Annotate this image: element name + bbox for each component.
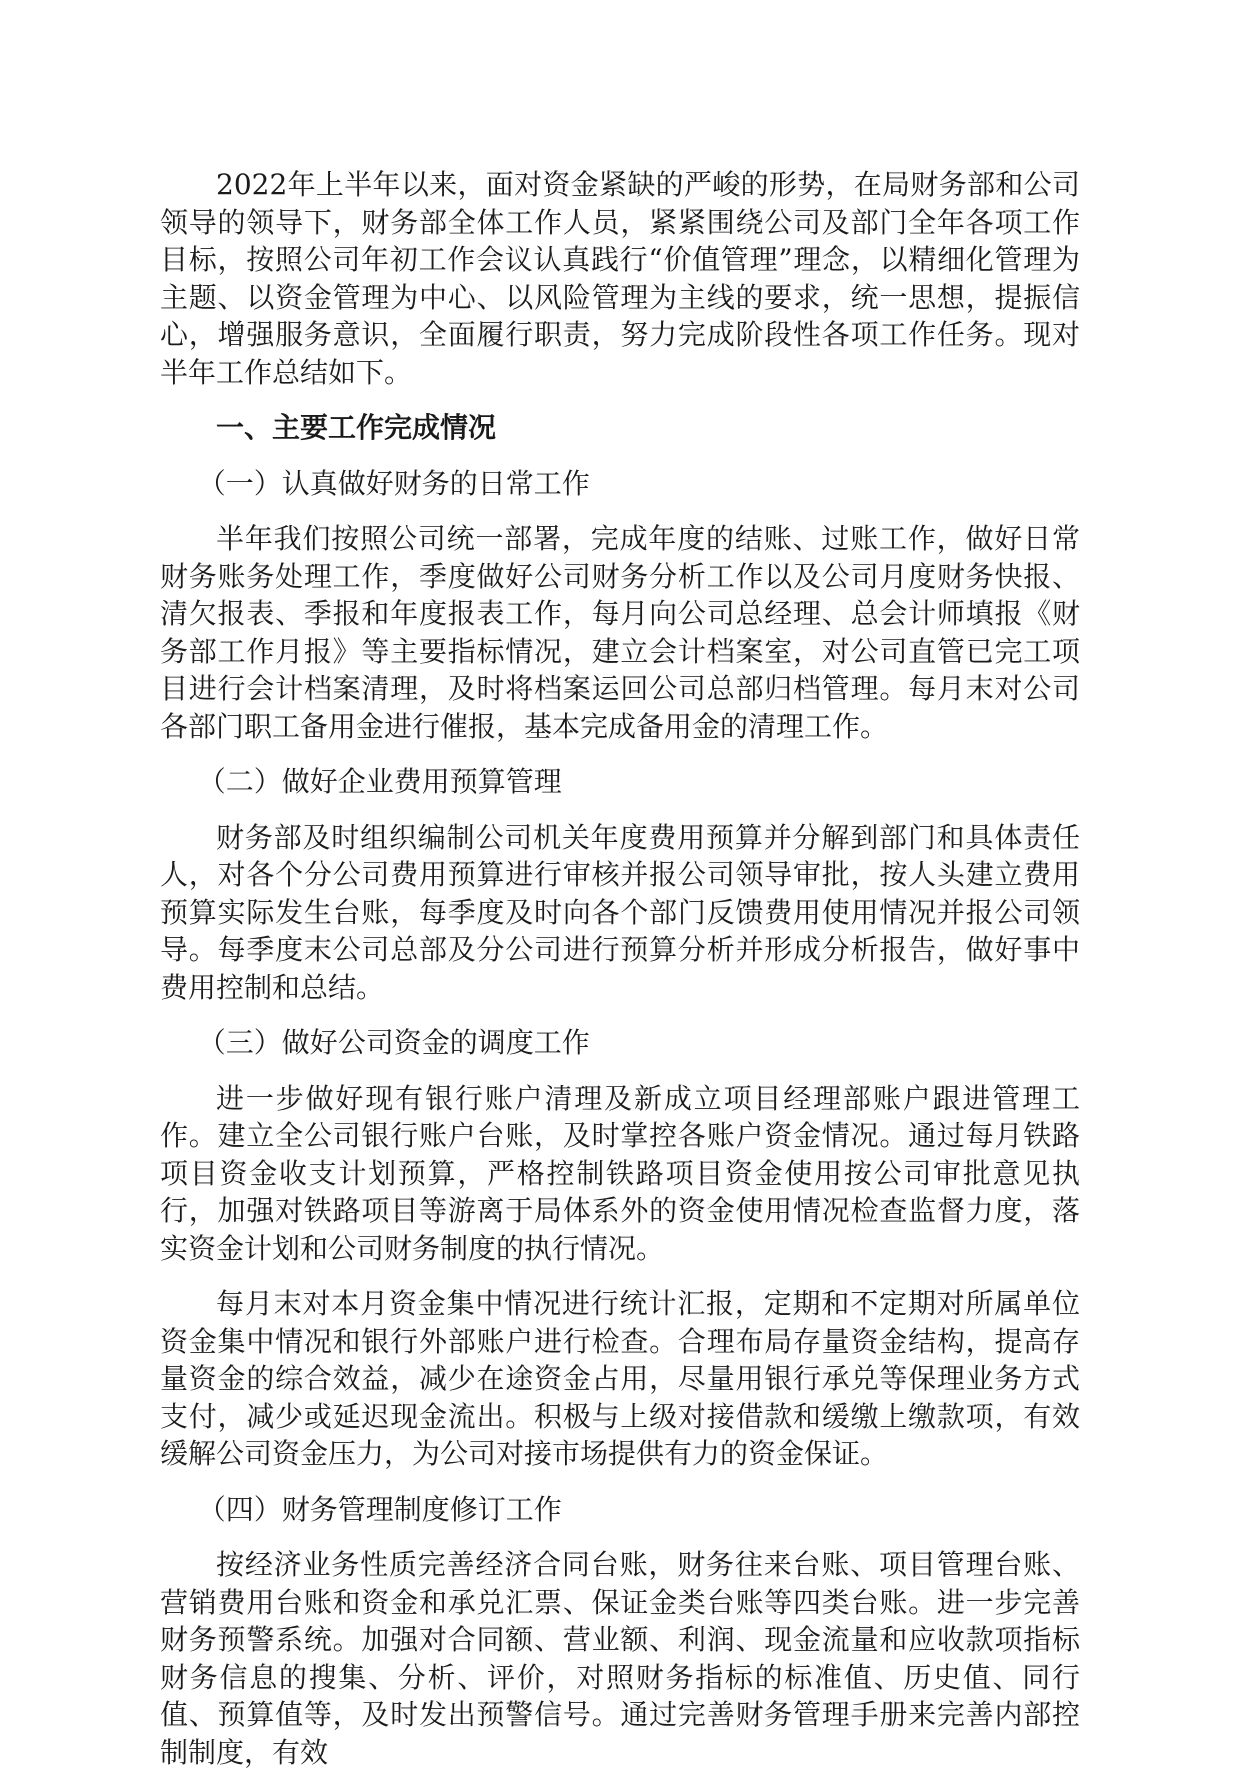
paragraph-policy-revision: 按经济业务性质完善经济合同台账，财务往来台账、项目管理台账、营销费用台账和资金和承兑汇票、保证金类台账等四类台账。进一步完善财务预警系统。加强对合同额、营业额、利润、现金流量和应收款项指标财务信息的搜集、分析、评价，对照财务指标的标准值、历史值、同行值、预算值等，及时发出预警信号。通过完善财务管理手册来完善内部控制制度，有效 (160, 1548, 1080, 1769)
subheading-daily-work: （一）认真做好财务的日常工作 (197, 466, 590, 500)
paragraph-fund-dispatch-2: 每月末对本月资金集中情况进行统计汇报，定期和不定期对所属单位资金集中情况和银行外部账户进行检查。合理布局存量资金结构，提高存量资金的综合效益，减少在途资金占用，尽量用银行承兑等保理业务方式支付，减少或延迟现金流出。积极与上级对接借款和缓缴上缴款项，有效缓解公司资金压力，为公司对接市场提供有力的资金保证。 (160, 1287, 1080, 1470)
intro-paragraph: 2022年上半年以来，面对资金紧缺的严峻的形势，在局财务部和公司领导的领导下，财务部全体工作人员，紧紧围绕公司及部门全年各项工作目标，按照公司年初工作会议认真践行“价值管理”理念，以精细化管理为主题、以资金管理为中心、以风险管理为主线的要求，统一思想，提振信心，增强服务意识，全面履行职责，努力完成阶段性各项工作任务。现对半年工作总结如下。 (160, 168, 1080, 389)
subheading-fund-dispatch: （三）做好公司资金的调度工作 (197, 1026, 590, 1059)
paragraph-budget-management: 财务部及时组织编制公司机关年度费用预算并分解到部门和具体责任人，对各个分公司费用预算进行审核并报公司领导审批，按人头建立费用预算实际发生台账，每季度及时向各个部门反馈费用使用情况并报公司领导。每季度末公司总部及分公司进行预算分析并形成分析报告，做好事中费用控制和总结。 (160, 820, 1080, 1004)
subheading-policy-revision: （四）财务管理制度修订工作 (197, 1492, 562, 1526)
document-page (160, 166, 1080, 1789)
subheading-budget-management: （二）做好企业费用预算管理 (197, 765, 562, 798)
paragraph-fund-dispatch-1: 进一步做好现有银行账户清理及新成立项目经理部账户跟进管理工作。建立全公司银行账户台账，及时掌控各账户资金情况。通过每月铁路项目资金收支计划预算，严格控制铁路项目资金使用按公司审批意见执行，加强对铁路项目等游离于局体系外的资金使用情况检查监督力度，落实资金计划和公司财务制度的执行情况。 (160, 1081, 1080, 1265)
paragraph-daily-work: 半年我们按照公司统一部署，完成年度的结账、过账工作，做好日常财务账务处理工作，季度做好公司财务分析工作以及公司月度财务快报、清欠报表、季报和年度报表工作，每月向公司总经理、总会计师填报《财务部工作月报》等主要指标情况，建立会计档案室，对公司直管已完工项目进行会计档案清理，及时将档案运回公司总部归档管理。每月末对公司各部门职工备用金进行催报，基本完成备用金的清理工作。 (160, 522, 1080, 743)
section-heading-main-work: 一、主要工作完成情况 (216, 411, 497, 444)
